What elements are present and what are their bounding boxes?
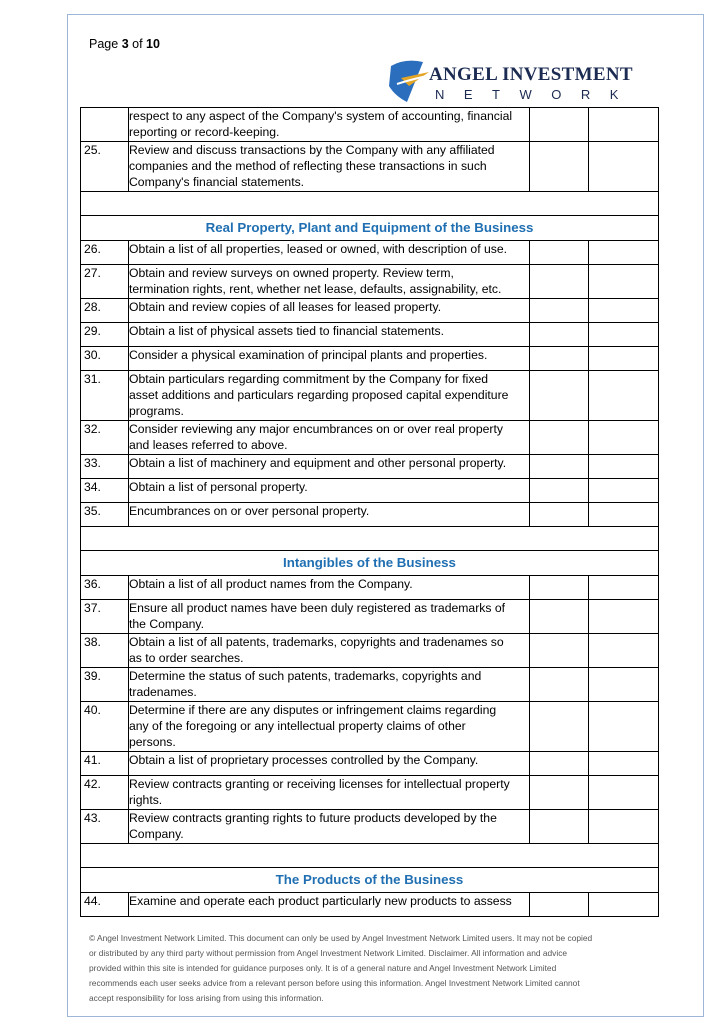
- item-number: 25.: [81, 142, 129, 192]
- item-number: 37.: [81, 600, 129, 634]
- spacer-row: [81, 844, 659, 868]
- item-text: Review contracts granting rights to future products developed by the Company.: [129, 810, 530, 844]
- item-number: 31.: [81, 371, 129, 421]
- logo-subtitle: NETWORK: [435, 87, 638, 102]
- check-cell: [530, 323, 589, 347]
- item-text: Review contracts granting or receiving licenses for intellectual property rights.: [129, 776, 530, 810]
- company-logo: [383, 56, 638, 108]
- footer-disclaimer: © Angel Investment Network Limited. This document can only be used by Angel Investment Network Limited users. It may not be copied or distributed by any third party without permission from Angel Investment Network Limited. Disclaimer. All information and advice provided within this site is intended for guidance purposes only. It is of a general nature and Angel Investment Network Limited recommends each user seeks advice from a relevant person before using this information. Angel Investment Network Limited cannot accept responsibility for loss arising from using this information.: [89, 933, 593, 1003]
- item-text: Determine the status of such patents, trademarks, copyrights and tradenames.: [129, 668, 530, 702]
- checklist-row: [81, 576, 659, 600]
- notes-cell: [589, 702, 659, 752]
- notes-cell: [589, 371, 659, 421]
- item-number: 28.: [81, 299, 129, 323]
- check-cell: [530, 668, 589, 702]
- notes-cell: [589, 241, 659, 265]
- item-number: 42.: [81, 776, 129, 810]
- checklist-row: [81, 810, 659, 844]
- notes-cell: [589, 479, 659, 503]
- item-text: Obtain a list of machinery and equipment and other personal property.: [129, 455, 530, 479]
- item-number: 29.: [81, 323, 129, 347]
- check-cell: [530, 503, 589, 527]
- checklist-row: [81, 421, 659, 455]
- item-number: [81, 108, 129, 142]
- check-cell: [530, 347, 589, 371]
- check-cell: [530, 142, 589, 192]
- item-text: Obtain a list of all properties, leased or owned, with description of use.: [129, 241, 530, 265]
- section-header-row: [81, 868, 659, 893]
- checklist-row: [81, 347, 659, 371]
- checklist-row: [81, 668, 659, 702]
- checklist-row: [81, 455, 659, 479]
- notes-cell: [589, 752, 659, 776]
- section-title-intangibles: Intangibles of the Business: [81, 551, 659, 576]
- check-cell: [530, 479, 589, 503]
- item-text: Obtain and review surveys on owned property. Review term, termination rights, rent, whether net lease, defaults, assignability, etc.: [129, 265, 530, 299]
- check-cell: [530, 299, 589, 323]
- item-number: 43.: [81, 810, 129, 844]
- item-number: 33.: [81, 455, 129, 479]
- section-title-real-property: Real Property, Plant and Equipment of the Business: [81, 216, 659, 241]
- check-cell: [530, 893, 589, 917]
- item-text: Obtain a list of all patents, trademarks, copyrights and tradenames so as to order searches.: [129, 634, 530, 668]
- checklist-row: [81, 752, 659, 776]
- notes-cell: [589, 108, 659, 142]
- item-number: 36.: [81, 576, 129, 600]
- item-text: Obtain a list of proprietary processes controlled by the Company.: [129, 752, 530, 776]
- item-text: Examine and operate each product particularly new products to assess: [129, 893, 530, 917]
- item-number: 35.: [81, 503, 129, 527]
- item-text: Obtain a list of physical assets tied to financial statements.: [129, 323, 530, 347]
- item-text: Determine if there are any disputes or infringement claims regarding any of the foregoing or any intellectual property claims of other persons.: [129, 702, 530, 752]
- checklist-row: [81, 479, 659, 503]
- notes-cell: [589, 503, 659, 527]
- page-number: Page 3 of 10: [89, 37, 160, 51]
- item-number: 34.: [81, 479, 129, 503]
- check-cell: [530, 421, 589, 455]
- checklist-row: [81, 893, 659, 917]
- notes-cell: [589, 576, 659, 600]
- item-text: Encumbrances on or over personal property.: [129, 503, 530, 527]
- checklist-row: [81, 371, 659, 421]
- checklist-row: [81, 241, 659, 265]
- checklist-row: [81, 503, 659, 527]
- spacer-row: [81, 527, 659, 551]
- item-text: Consider a physical examination of principal plants and properties.: [129, 347, 530, 371]
- check-cell: [530, 241, 589, 265]
- item-number: 41.: [81, 752, 129, 776]
- item-text: Obtain particulars regarding commitment by the Company for fixed asset additions and particulars regarding proposed capital expenditure programs.: [129, 371, 530, 421]
- checklist-row: [81, 702, 659, 752]
- item-text: Obtain and review copies of all leases for leased property.: [129, 299, 530, 323]
- checklist-row: [81, 323, 659, 347]
- item-number: 30.: [81, 347, 129, 371]
- notes-cell: [589, 323, 659, 347]
- notes-cell: [589, 634, 659, 668]
- item-number: 26.: [81, 241, 129, 265]
- check-cell: [530, 634, 589, 668]
- logo-mark-icon: [383, 56, 433, 108]
- section-title-products: The Products of the Business: [81, 868, 659, 893]
- check-cell: [530, 576, 589, 600]
- section-header-row: [81, 551, 659, 576]
- notes-cell: [589, 299, 659, 323]
- notes-cell: [589, 776, 659, 810]
- checklist-row: [81, 142, 659, 192]
- check-cell: [530, 752, 589, 776]
- notes-cell: [589, 893, 659, 917]
- check-cell: [530, 265, 589, 299]
- item-number: 39.: [81, 668, 129, 702]
- notes-cell: [589, 265, 659, 299]
- due-diligence-table: [80, 107, 659, 917]
- checklist-row: [81, 600, 659, 634]
- item-number: 38.: [81, 634, 129, 668]
- item-text: Obtain a list of personal property.: [129, 479, 530, 503]
- checklist-row: [81, 634, 659, 668]
- item-text: Review and discuss transactions by the Company with any affiliated companies and the method of reflecting these transactions in such Company's financial statements.: [129, 142, 530, 192]
- item-text: Ensure all product names have been duly registered as trademarks of the Company.: [129, 600, 530, 634]
- item-number: 44.: [81, 893, 129, 917]
- logo-title: ANGEL INVESTMENT: [429, 64, 633, 85]
- notes-cell: [589, 347, 659, 371]
- spacer-row: [81, 192, 659, 216]
- notes-cell: [589, 668, 659, 702]
- item-number: 40.: [81, 702, 129, 752]
- notes-cell: [589, 142, 659, 192]
- section-header-row: [81, 216, 659, 241]
- notes-cell: [589, 600, 659, 634]
- checklist-row: [81, 299, 659, 323]
- check-cell: [530, 702, 589, 752]
- item-text: Consider reviewing any major encumbrances on or over real property and leases referred to above.: [129, 421, 530, 455]
- notes-cell: [589, 810, 659, 844]
- item-number: 27.: [81, 265, 129, 299]
- notes-cell: [589, 421, 659, 455]
- checklist-row: [81, 776, 659, 810]
- check-cell: [530, 371, 589, 421]
- item-text: respect to any aspect of the Company's system of accounting, financial reporting or record-keeping.: [129, 108, 530, 142]
- check-cell: [530, 455, 589, 479]
- check-cell: [530, 776, 589, 810]
- check-cell: [530, 108, 589, 142]
- continuation-row: [81, 108, 659, 142]
- item-number: 32.: [81, 421, 129, 455]
- notes-cell: [589, 455, 659, 479]
- check-cell: [530, 810, 589, 844]
- check-cell: [530, 600, 589, 634]
- item-text: Obtain a list of all product names from the Company.: [129, 576, 530, 600]
- checklist-row: [81, 265, 659, 299]
